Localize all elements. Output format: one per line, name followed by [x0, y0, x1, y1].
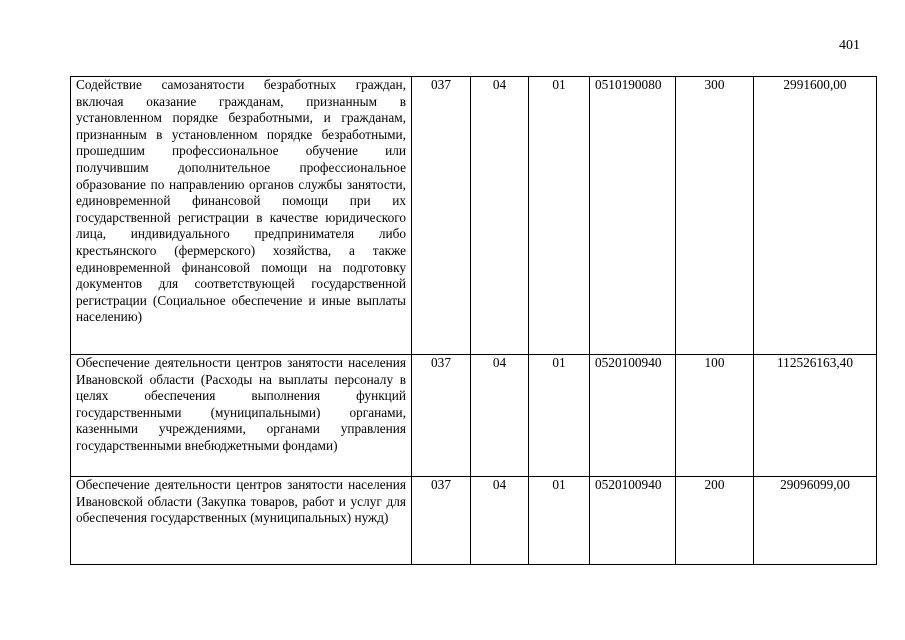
expense-type-code: 300: [676, 77, 754, 355]
section-code: 04: [471, 77, 529, 355]
target-article-code: 0520100940: [590, 355, 676, 477]
subsection-code: 01: [529, 355, 590, 477]
expense-description: Содействие самозанятости безработных граждан, включая оказание гражданам, признанным в установленном порядке безработными, и гражданам, признанным в установленном порядке безработными, прошедшим профессиональное обучение или получившим дополнительное профессиональное образование по направлению органов службы занятости, единовременной финансовой помощи при их государственной регистрации в качестве юридического лица, индивидуального предпринимателя либо крестьянского (фермерского) хозяйства, а также единовременной финансовой помощи на подготовку документов для соответствующей государственной регистрации (Социальное обеспечение и иные выплаты населению): [71, 77, 412, 355]
amount-value: 112526163,40: [754, 355, 877, 477]
page-number: 401: [839, 38, 860, 53]
amount-value: 2991600,00: [754, 77, 877, 355]
expense-description: Обеспечение деятельности центров занятости населения Ивановской области (Расходы на выплаты персоналу в целях обеспечения выполнения функций государственными (муниципальными) органами, казенными учреждениями, органами управления государственными внебюджетными фондами): [71, 355, 412, 477]
section-code: 04: [471, 355, 529, 477]
expense-type-code: 100: [676, 355, 754, 477]
budget-table: [70, 76, 877, 565]
expense-description: Обеспечение деятельности центров занятости населения Ивановской области (Закупка товаров, работ и услуг для обеспечения государственных (муниципальных) нужд): [71, 477, 412, 565]
ministry-code: 037: [412, 477, 471, 565]
target-article-code: 0520100940: [590, 477, 676, 565]
target-article-code: 0510190080: [590, 77, 676, 355]
section-code: 04: [471, 477, 529, 565]
table-row: [71, 77, 877, 355]
expense-type-code: 200: [676, 477, 754, 565]
subsection-code: 01: [529, 77, 590, 355]
ministry-code: 037: [412, 355, 471, 477]
table-row: [71, 477, 877, 565]
ministry-code: 037: [412, 77, 471, 355]
amount-value: 29096099,00: [754, 477, 877, 565]
subsection-code: 01: [529, 477, 590, 565]
table-row: [71, 355, 877, 477]
